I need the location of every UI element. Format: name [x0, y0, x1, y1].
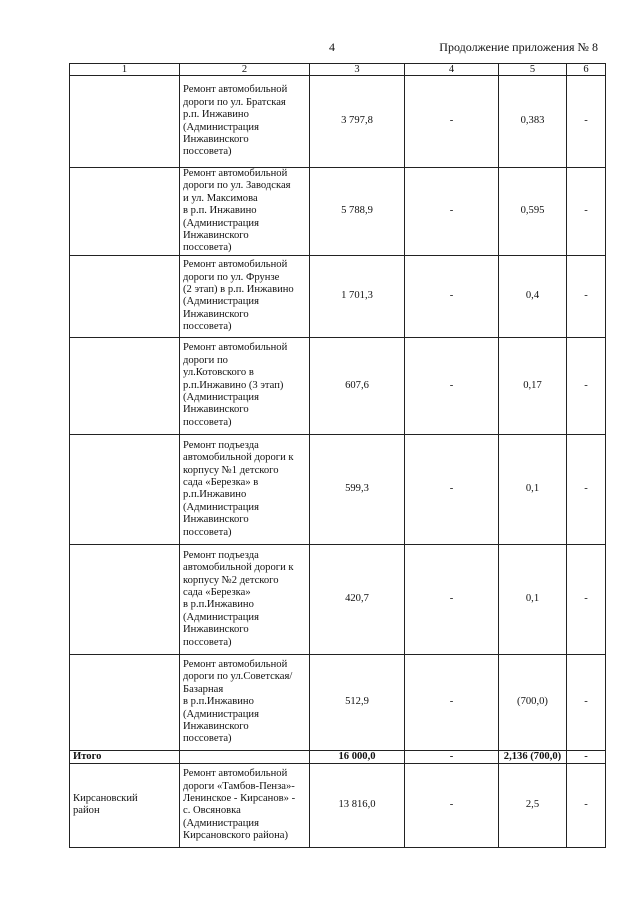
description-line: р.п.Инжавино (3 этап): [183, 379, 284, 391]
description-line: Инжавинского: [183, 133, 249, 145]
col6-cell: -: [567, 76, 606, 168]
total-row: [70, 750, 606, 763]
district-cell: [70, 654, 180, 750]
column-number-row: [70, 64, 606, 76]
district-name-line: Кирсановский: [73, 792, 138, 804]
description-line: р.п.Инжавино: [183, 489, 247, 501]
description-line: (Администрация: [183, 296, 259, 308]
description-cell: [180, 76, 310, 168]
description-line: поссовета): [183, 636, 232, 648]
col6-cell: -: [567, 255, 606, 337]
description-cell: [180, 255, 310, 337]
description-line: Ремонт автомобильной: [183, 658, 288, 670]
col4-cell: -: [405, 763, 499, 847]
col6-cell: -: [567, 434, 606, 544]
description-cell: [180, 763, 310, 847]
table-row: [70, 255, 606, 337]
col6-cell: -: [567, 654, 606, 750]
description-line: р.п. Инжавино: [183, 109, 249, 121]
column-number-1: 1: [70, 64, 180, 76]
total-col4: -: [405, 750, 499, 763]
col4-cell: -: [405, 434, 499, 544]
col6-cell: -: [567, 168, 606, 256]
column-number-4: 4: [405, 64, 499, 76]
col6-cell: -: [567, 763, 606, 847]
col5-cell: (700,0): [499, 654, 567, 750]
col6-cell: -: [567, 544, 606, 654]
page-number: 4: [329, 40, 335, 54]
description-cell: [180, 434, 310, 544]
budget-allocation-table: [69, 63, 606, 848]
description-line: с. Овсяновка: [183, 805, 241, 817]
col5-cell: 0,17: [499, 337, 567, 434]
description-line: Ремонт автомобильной: [183, 259, 288, 271]
column-number-6: 6: [567, 64, 606, 76]
description-line: Инжавинского: [183, 404, 249, 416]
total-label: Итого: [70, 750, 180, 763]
description-line: автомобильной дороги к: [183, 452, 294, 464]
description-line: дороги «Тамбов-Пенза»-: [183, 780, 295, 792]
description-line: дороги по ул. Братская: [183, 96, 286, 108]
description-cell: [180, 337, 310, 434]
description-line: Инжавинского: [183, 624, 249, 636]
description-line: Кирсановского района): [183, 830, 288, 842]
col4-cell: -: [405, 337, 499, 434]
description-line: (2 этап) в р.п. Инжавино: [183, 283, 294, 295]
description-line: (Администрация: [183, 121, 259, 133]
description-line: дороги по ул. Заводская: [183, 180, 291, 192]
table-row: [70, 434, 606, 544]
description-line: в р.п. Инжавино: [183, 205, 257, 217]
description-line: (Администрация: [183, 708, 259, 720]
description-line: корпусу №1 детского: [183, 464, 279, 476]
description-line: дороги по ул.Советская/: [183, 671, 293, 683]
amount-cell: 607,6: [310, 337, 405, 434]
table-row: [70, 76, 606, 168]
description-cell: [180, 168, 310, 256]
description-line: Ремонт подъезда: [183, 439, 259, 451]
description-line: Ремонт автомобильной: [183, 84, 288, 96]
district-cell: [70, 544, 180, 654]
description-line: (Администрация: [183, 217, 259, 229]
description-line: (Администрация: [183, 817, 259, 829]
table-row: [70, 544, 606, 654]
description-line: Базарная: [183, 683, 224, 695]
district-cell: [70, 168, 180, 256]
description-line: поссовета): [183, 242, 232, 254]
description-line: Ремонт автомобильной: [183, 168, 288, 179]
table-row: [70, 337, 606, 434]
col4-cell: -: [405, 76, 499, 168]
col4-cell: -: [405, 654, 499, 750]
col5-cell: 0,1: [499, 434, 567, 544]
district-name-line: район: [73, 805, 100, 817]
description-line: корпусу №2 детского: [183, 574, 279, 586]
column-number-2: 2: [180, 64, 310, 76]
description-line: (Администрация: [183, 392, 259, 404]
description-line: сада «Березка»: [183, 586, 251, 598]
district-cell: [70, 76, 180, 168]
table-row: [70, 168, 606, 256]
description-line: Ремонт подъезда: [183, 549, 259, 561]
amount-cell: 13 816,0: [310, 763, 405, 847]
description-line: поссовета): [183, 416, 232, 428]
amount-cell: 512,9: [310, 654, 405, 750]
description-line: поссовета): [183, 321, 232, 333]
description-line: Инжавинского: [183, 308, 249, 320]
district-cell: [70, 255, 180, 337]
description-line: поссовета): [183, 526, 232, 538]
col5-cell: 0,383: [499, 76, 567, 168]
description-line: Ремонт автомобильной: [183, 342, 288, 354]
amount-cell: 3 797,8: [310, 76, 405, 168]
description-line: Ленинское - Кирсанов» -: [183, 792, 296, 804]
description-cell: [180, 544, 310, 654]
description-line: в р.п.Инжавино: [183, 599, 254, 611]
district-cell: [70, 337, 180, 434]
description-line: ул.Котовского в: [183, 367, 254, 379]
total-empty-cell: [180, 750, 310, 763]
description-line: (Администрация: [183, 611, 259, 623]
description-line: автомобильной дороги к: [183, 562, 294, 574]
description-line: и ул. Максимова: [183, 192, 258, 204]
amount-cell: 599,3: [310, 434, 405, 544]
col5-cell: 0,1: [499, 544, 567, 654]
district-name-cell: [70, 763, 180, 847]
kirsanov-row: [70, 763, 606, 847]
col5-cell: 0,595: [499, 168, 567, 256]
col4-cell: -: [405, 168, 499, 256]
description-line: поссовета): [183, 733, 232, 745]
col4-cell: -: [405, 255, 499, 337]
total-col6: -: [567, 750, 606, 763]
description-line: дороги по: [183, 354, 228, 366]
description-line: Ремонт автомобильной: [183, 768, 288, 780]
col5-cell: 0,4: [499, 255, 567, 337]
description-line: Инжавинского: [183, 720, 249, 732]
amount-cell: 1 701,3: [310, 255, 405, 337]
amount-cell: 420,7: [310, 544, 405, 654]
description-cell: [180, 654, 310, 750]
total-col3: 16 000,0: [310, 750, 405, 763]
column-number-5: 5: [499, 64, 567, 76]
district-cell: [70, 434, 180, 544]
amount-cell: 5 788,9: [310, 168, 405, 256]
col6-cell: -: [567, 337, 606, 434]
description-line: в р.п.Инжавино: [183, 696, 254, 708]
description-line: поссовета): [183, 146, 232, 158]
appendix-continuation-label: Продолжение приложения № 8: [439, 40, 598, 54]
column-number-3: 3: [310, 64, 405, 76]
description-line: Инжавинского: [183, 230, 249, 242]
description-line: дороги по ул. Фрунзе: [183, 271, 280, 283]
col5-cell: 2,5: [499, 763, 567, 847]
description-line: (Администрация: [183, 501, 259, 513]
total-col5: 2,136 (700,0): [499, 750, 567, 763]
col4-cell: -: [405, 544, 499, 654]
description-line: сада «Березка» в: [183, 476, 259, 488]
table-row: [70, 654, 606, 750]
description-line: Инжавинского: [183, 514, 249, 526]
